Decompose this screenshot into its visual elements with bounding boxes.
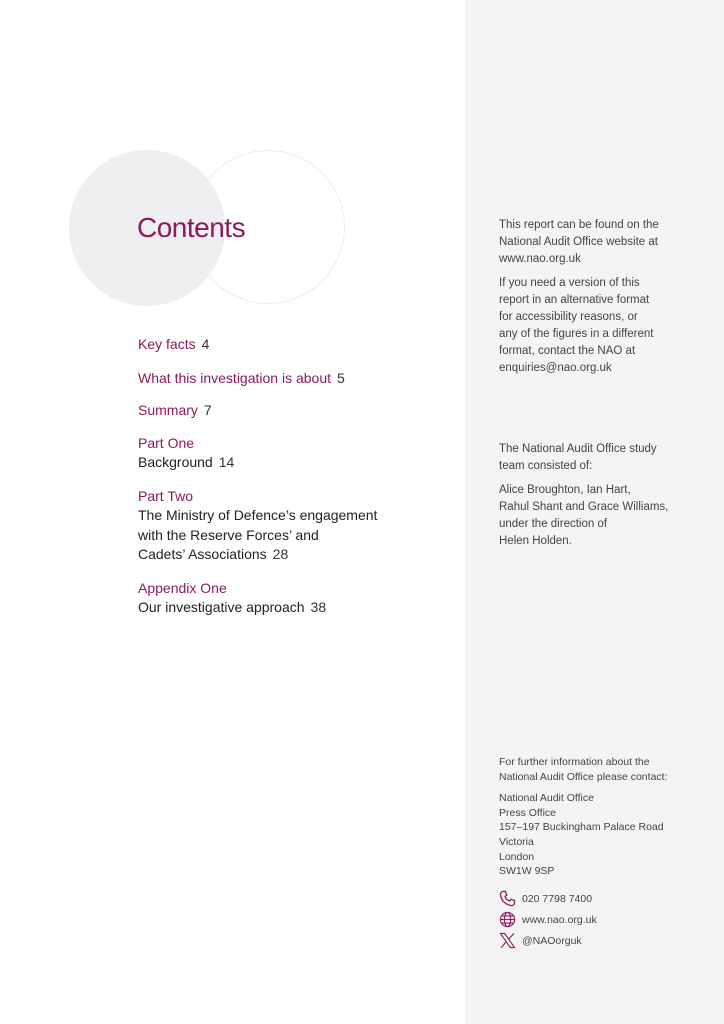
team-member-line: Rahul Shant and Grace Williams, — [499, 501, 669, 513]
web-contact[interactable] — [499, 911, 597, 928]
email-link[interactable]: enquiries@nao.org.uk — [499, 362, 612, 374]
phone-number[interactable]: 020 7798 7400 — [522, 892, 593, 905]
address-line: Press Office — [499, 806, 556, 819]
address-line: Victoria — [499, 835, 534, 848]
x-logo-icon — [499, 932, 516, 949]
globe-icon — [499, 911, 516, 928]
address-line: National Audit Office — [499, 792, 594, 805]
report-info-line: This report can be found on the — [499, 219, 659, 231]
alt-format-line: any of the figures in a different — [499, 328, 654, 340]
team-member-line: Helen Holden. — [499, 535, 572, 547]
address-line: 157–197 Buckingham Palace Road — [499, 821, 664, 834]
further-info-line: National Audit Office please contact: — [499, 770, 668, 783]
x-contact[interactable] — [499, 932, 582, 949]
toc-entry-appendix-one[interactable] — [138, 579, 458, 618]
alt-format-line: format, contact the NAO at — [499, 345, 636, 357]
address-line: London — [499, 850, 535, 863]
toc-description: Our investigative approach — [138, 599, 305, 615]
toc-page-number: 5 — [337, 369, 345, 386]
report-info-block — [499, 217, 699, 384]
website-url[interactable]: www.nao.org.uk — [522, 913, 597, 926]
alt-format-line: If you need a version of this — [499, 277, 640, 289]
report-info-line: National Audit Office website at — [499, 236, 658, 248]
toc-page-number: 28 — [272, 546, 289, 562]
toc-page-number: 14 — [218, 454, 235, 470]
team-member-line: under the direction of — [499, 518, 608, 530]
x-handle[interactable]: @NAOorguk — [522, 934, 582, 947]
alt-format-line: for accessibility reasons, or — [499, 311, 638, 323]
toc-entry-key-facts[interactable] — [138, 335, 458, 355]
toc-description: with the Reserve Forces’ and — [138, 526, 319, 543]
further-info-line: For further information about the — [499, 756, 650, 768]
toc-link[interactable]: Key facts — [138, 336, 196, 352]
toc-link[interactable]: Appendix One — [138, 579, 227, 596]
address-line: SW1W 9SP — [499, 865, 555, 878]
website-link[interactable]: www.nao.org.uk — [499, 253, 581, 265]
toc-link[interactable]: What this investigation is about — [138, 369, 331, 386]
study-team-block — [499, 441, 699, 557]
phone-contact[interactable] — [499, 890, 592, 907]
toc-description: The Ministry of Defence’s engagement — [138, 507, 378, 523]
table-of-contents — [138, 335, 458, 618]
toc-entry-part-one[interactable] — [138, 434, 458, 473]
alt-format-line: report in an alternative format — [499, 294, 650, 306]
toc-page-number: 7 — [203, 402, 212, 418]
toc-link[interactable]: Part One — [138, 434, 195, 451]
toc-page-number: 38 — [310, 599, 327, 615]
toc-link[interactable]: Summary — [138, 402, 198, 418]
contents-title: Contents — [137, 212, 246, 243]
team-member-line: Alice Broughton, Ian Hart, — [499, 484, 631, 496]
team-intro-line: The National Audit Office study — [499, 443, 657, 455]
toc-entry-summary[interactable] — [138, 401, 458, 421]
toc-link[interactable]: Part Two — [138, 487, 193, 504]
phone-icon — [499, 890, 516, 907]
toc-entry-what-about[interactable] — [138, 369, 458, 389]
team-intro-line: team consisted of: — [499, 460, 593, 472]
further-info-block — [499, 755, 699, 886]
toc-description: Background — [138, 454, 213, 470]
toc-description: Cadets’ Associations — [138, 546, 267, 562]
toc-entry-part-two[interactable] — [138, 487, 458, 565]
toc-page-number: 4 — [201, 336, 210, 352]
